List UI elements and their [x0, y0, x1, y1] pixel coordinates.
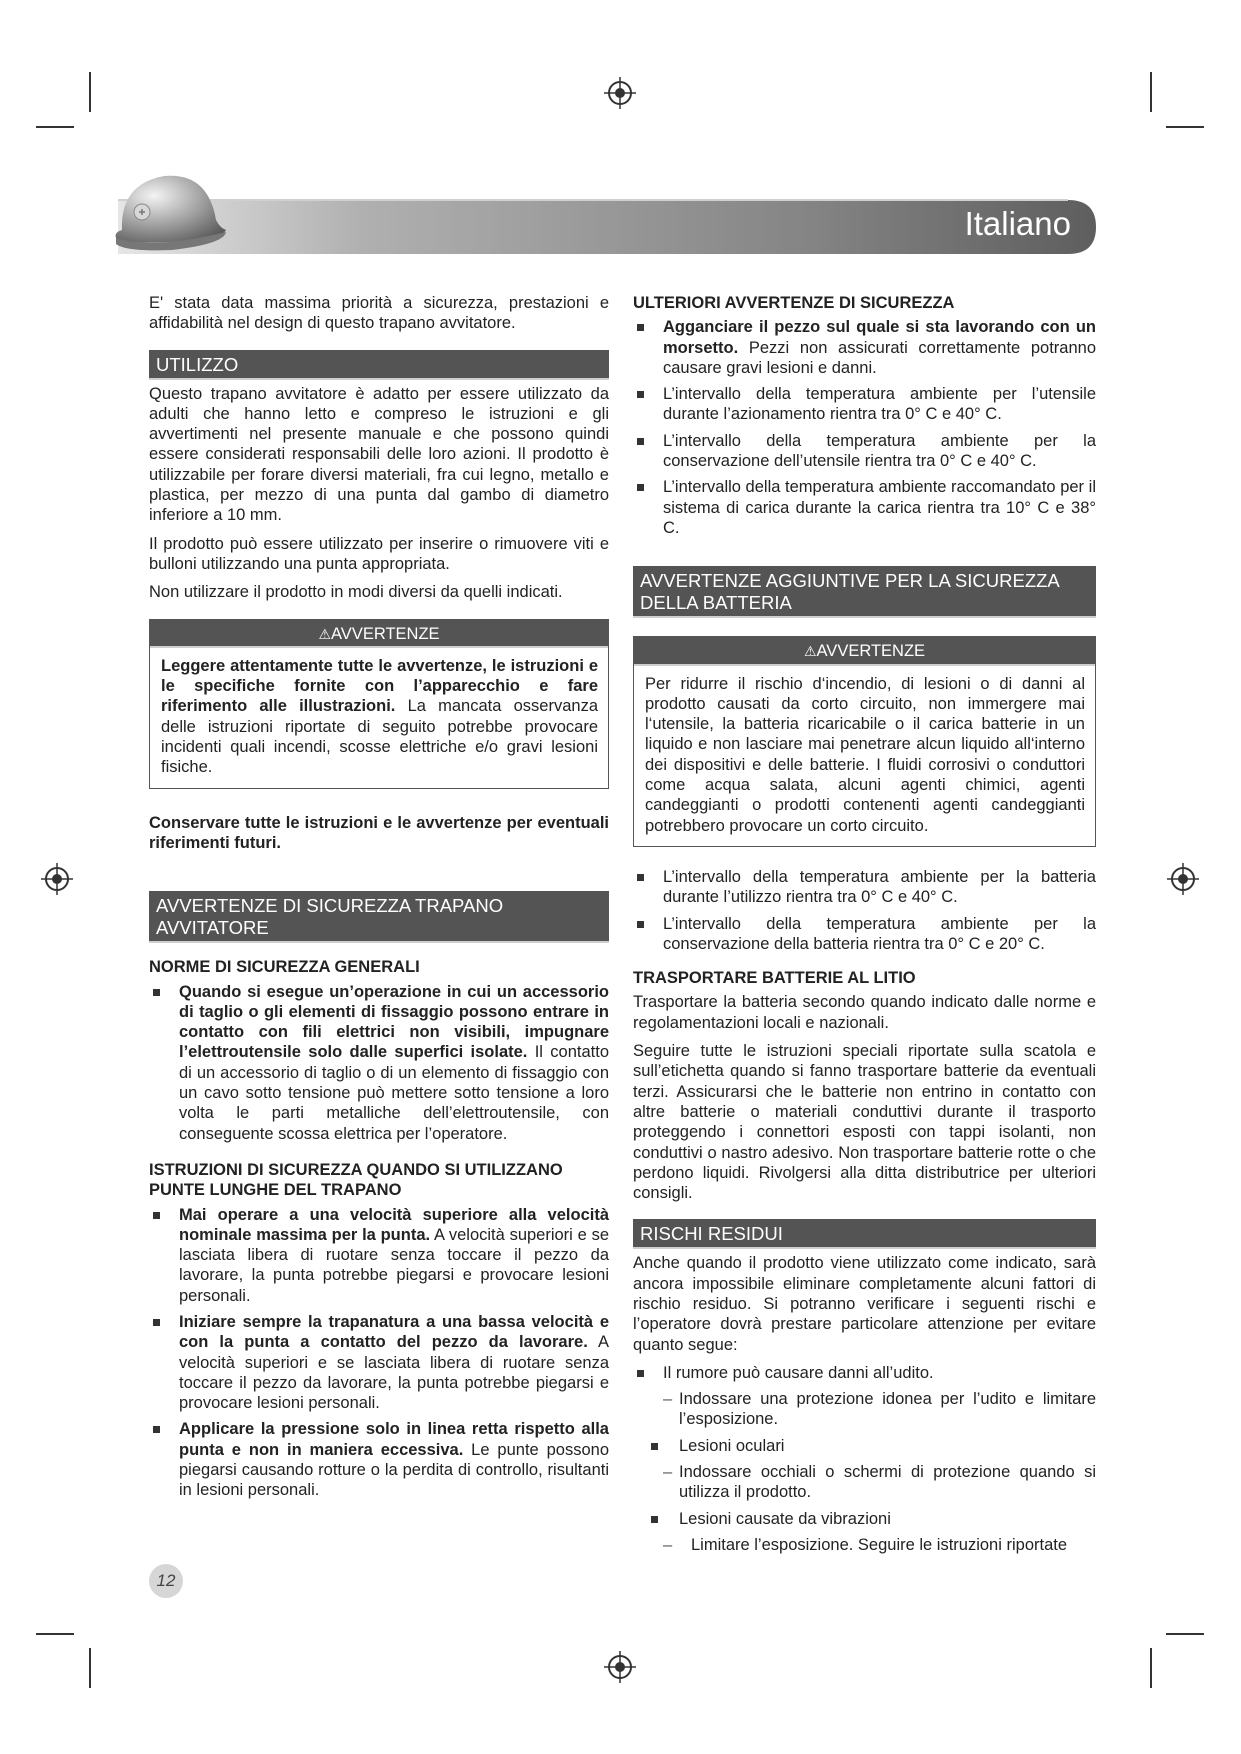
- warning-title: AVVERTENZE: [816, 642, 926, 661]
- item-bold-text: Applicare la pressione solo in linea retta rispetto alla punta e non in maniera eccessiva.: [179, 1420, 609, 1459]
- registration-mark-icon: [604, 77, 636, 109]
- rischi-list: [633, 1436, 1096, 1456]
- subheading-norme: NORME DI SICUREZZA GENERALI: [149, 958, 420, 977]
- crop-mark: [1166, 1633, 1204, 1635]
- sub-item: – Indossare occhiali o schermi di protezione quando si utilizza il prodotto.: [633, 1462, 1096, 1503]
- subheading-ulteriori: ULTERIORI AVVERTENZE DI SICUREZZA: [633, 294, 955, 312]
- list-item: [149, 1312, 609, 1413]
- crop-mark: [89, 1648, 91, 1688]
- sub-item: – Indossare una protezione idonea per l’udito e limitare l’esposizione.: [633, 1389, 1096, 1430]
- crop-mark: [36, 1633, 74, 1635]
- page-number: 12: [149, 1564, 183, 1598]
- warning-triangle-icon: ⚠: [803, 643, 817, 660]
- item-plain-text: Il contatto di un accessorio di taglio o di un elemento di fissaggio con un cavo sotto tensione può mettere sotto tensione a loro volta le parti metalliche dell’elettroutensile, con conseguente scossa elettrica per l’operatore.: [179, 1043, 609, 1143]
- item-bold-text: Agganciare il pezzo sul quale si sta lavorando con un morsetto.: [663, 318, 1096, 357]
- registration-mark-icon: [41, 863, 73, 895]
- section-header-utilizzo: UTILIZZO: [149, 350, 609, 380]
- safety-helmet-icon: [112, 164, 230, 256]
- utilizzo-paragraph: Questo trapano avvitatore è adatto per essere utilizzato da adulti che hanno letto e compreso le istruzioni e gli avvertimenti nel presente manuale e che possono quindi essere considerati responsabili delle loro azioni. Il prodotto è utilizzabile per forare diversi materiali, fra cui legno, metallo e plastica, per mezzo di una punta dal gambo di diametro inferiore a 10 mm.: [149, 384, 609, 525]
- crop-mark: [1150, 1648, 1152, 1688]
- item-plain-text: A velocità superiori e se lasciata libera di ruotare senza toccare il pezzo da lavorare, la punta potrebbe piegarsi e provocare lesioni personali.: [179, 1225, 610, 1305]
- rischi-list: [633, 1363, 1096, 1383]
- warning-body: [150, 648, 608, 788]
- punte-list: [149, 1205, 609, 1501]
- utilizzo-paragraph: Non utilizzare il prodotto in modi diversi da quelli indicati.: [149, 583, 563, 602]
- battery-warning-box: [633, 636, 1096, 847]
- batteria-list: [633, 867, 1096, 954]
- warning-triangle-icon: ⚠: [318, 625, 332, 642]
- crop-mark: [1166, 126, 1204, 128]
- subheading-trasporto: TRASPORTARE BATTERIE AL LITIO: [633, 969, 916, 988]
- trasporto-paragraph: Trasportare la batteria secondo quando indicato dalle norme e regolamentazioni locali e nazionali.: [633, 993, 1096, 1032]
- rischi-paragraph: Anche quando il prodotto viene utilizzato come indicato, sarà ancora impossibile eliminare completamente alcuni fattori di rischio residuo. Si potranno verificare i seguenti rischi e l’operatore dovrà prestare particolare attenzione per evitare quanto segue:: [633, 1254, 1096, 1354]
- right-column: [633, 293, 1096, 1561]
- item-bold-text: Iniziare sempre la trapanatura a una bassa velocità e con la punta a contatto del pezzo da lavorare.: [179, 1312, 609, 1352]
- utilizzo-paragraph: Il prodotto può essere utilizzato per inserire o rimuovere viti e bulloni utilizzando una punta appropriata.: [149, 534, 609, 573]
- ulteriori-list: [633, 317, 1096, 538]
- rischi-list: [633, 1509, 1096, 1529]
- list-item: [149, 1205, 609, 1306]
- registration-mark-icon: [1167, 863, 1199, 895]
- warning-header: [150, 620, 608, 648]
- crop-mark: [89, 72, 91, 112]
- list-item: Lesioni causate da vibrazioni: [633, 1509, 1096, 1529]
- norme-list: [149, 982, 609, 1144]
- sub-item: – Limitare l’esposizione. Seguire le istruzioni riportate: [633, 1535, 1096, 1555]
- warning-body: [634, 666, 1095, 846]
- list-item: L’intervallo della temperatura ambiente raccomandato per il sistema di carica durante la carica rientra tra 10° C e 38° C.: [633, 477, 1096, 538]
- crop-mark: [1150, 72, 1152, 112]
- item-plain-text: Pezzi non assicurati correttamente potranno causare gravi lesioni e danni.: [663, 338, 1096, 377]
- crop-mark: [36, 126, 74, 128]
- list-item: Lesioni oculari: [633, 1436, 1096, 1456]
- list-item: Il rumore può causare danni all’udito.: [633, 1363, 1096, 1383]
- section-header-rischi: RISCHI RESIDUI: [633, 1219, 1096, 1249]
- intro-paragraph: E' stata data massima priorità a sicurezza, prestazioni e affidabilità nel design di questo trapano avvitatore.: [149, 294, 609, 333]
- list-item: [633, 317, 1096, 378]
- conservare-note: Conservare tutte le istruzioni e le avvertenze per eventuali riferimenti futuri.: [149, 813, 609, 852]
- item-plain-text: Le punte possono piegarsi causando rotture o la perdita di controllo, risultanti in lesioni personali.: [179, 1440, 609, 1500]
- warning-title: AVVERTENZE: [331, 624, 440, 643]
- warning-text: Per ridurre il rischio d‘incendio, di lesioni o di danni al prodotto causati da corto circuito, non immergere mai l‘utensile, la batteria ricaricabile o il carica batterie in un liquido e non lasciare mai penetrare alcun liquido all‘interno dei dispositivi e delle batterie. I fluidi corrosivi o conduttori come acqua salata, alcuni agenti chimici, agenti candeggianti o prodotti contenenti agenti candeggianti potrebbero provocare un corto circuito.: [645, 674, 1085, 835]
- list-item: [149, 982, 609, 1144]
- language-title: Italiano: [964, 205, 1071, 242]
- warning-header: [634, 637, 1095, 665]
- subheading-punte: ISTRUZIONI DI SICUREZZA QUANDO SI UTILIZZANO PUNTE LUNGHE DEL TRAPANO: [149, 1160, 563, 1200]
- item-bold-text: Mai operare a una velocità superiore alla velocità nominale massima per la punta.: [179, 1205, 609, 1244]
- list-item: L’intervallo della temperatura ambiente per la batteria durante l’utilizzo rientra tra 0° C e 40° C.: [633, 867, 1096, 908]
- warning-text: [161, 656, 598, 778]
- list-item: L’intervallo della temperatura ambiente per l’utensile durante l’azionamento rientra tra 0° C e 40° C.: [633, 384, 1096, 425]
- warning-bold-text: Leggere attentamente tutte le avvertenze, le istruzioni e le specifiche fornite con l’apparecchio e fare riferimento alle illustrazioni.: [161, 656, 598, 716]
- item-bold-text: Quando si esegue un’operazione in cui un accessorio di taglio o gli elementi di fissaggio possono entrare in contatto con fili elettrici non visibili, impugnare l’elettroutensile solo dalle superfici isolate.: [179, 982, 609, 1062]
- left-column: [149, 293, 609, 1509]
- item-plain-text: A velocità superiori e se lasciata libera di ruotare senza toccare il pezzo da lavorare, la punta potrebbe piegarsi e provocare lesioni personali.: [179, 1333, 609, 1413]
- list-item: [149, 1419, 609, 1500]
- section-header-batteria: AVVERTENZE AGGIUNTIVE PER LA SICUREZZA DELLA BATTERIA: [633, 566, 1096, 618]
- registration-mark-icon: [604, 1651, 636, 1683]
- section-header-trapano: AVVERTENZE DI SICUREZZA TRAPANO AVVITATORE: [149, 891, 609, 943]
- warning-box: [149, 619, 609, 789]
- trasporto-paragraph: Seguire tutte le istruzioni speciali riportate sulla scatola e sull’etichetta quando si fanno trasportare batterie da eventuali terzi. Assicurarsi che le batterie non entrino in contatto con altre batterie o materiali conduttivi durante il trasporto proteggendo i connettori esposti con tappi isolanti, non conduttivi o nastro adesivo. Non trasportare batterie rotte o che perdono liquidi. Rivolgersi alla ditta distributrice per ulteriori consigli.: [633, 1042, 1096, 1203]
- list-item: L’intervallo della temperatura ambiente per la conservazione della batteria rientra tra 0° C e 20° C.: [633, 914, 1096, 955]
- list-item: L’intervallo della temperatura ambiente per la conservazione dell’utensile rientra tra 0° C e 40° C.: [633, 431, 1096, 472]
- header-banner: [118, 196, 1096, 254]
- warning-plain-text: La mancata osservanza delle istruzioni riportate di seguito potrebbe provocare incidenti quali incendi, scosse elettriche e/o gravi lesioni fisiche.: [161, 697, 598, 777]
